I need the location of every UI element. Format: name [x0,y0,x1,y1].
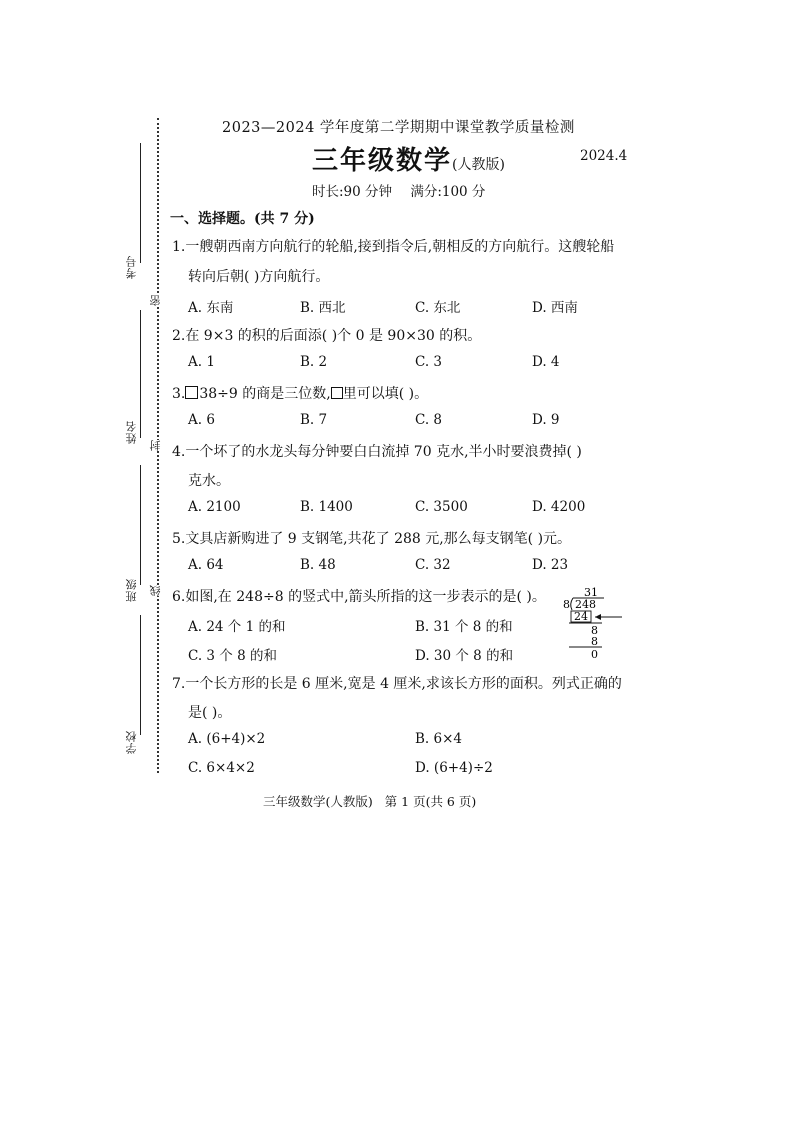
question-4-line1: 4.一个坏了的水龙头每分钟要白白流掉 70 克水,半小时要浪费掉( ) [172,444,582,460]
division-step2: 8 [591,624,598,637]
class-line [140,465,141,585]
option-c[interactable]: C. 32 [415,557,451,573]
division-dividend: 248 [575,598,596,611]
question-6-line1: 6.如图,在 248÷8 的竖式中,箭头所指的这一步表示的是( )。 [172,589,546,605]
section-title: 一、选择题。(共 7 分) [170,211,315,227]
option-d[interactable]: D. 30 个 8 的和 [415,648,514,664]
option-b[interactable]: B. 7 [300,412,328,428]
option-b[interactable]: B. 西北 [300,300,346,316]
class-label: 班级 [125,578,138,602]
blank-box-icon [331,387,343,399]
option-b[interactable]: B. 6×4 [415,731,462,747]
option-b[interactable]: B. 2 [300,354,328,370]
question-7-line2: 是( )。 [188,705,232,721]
name-line [140,310,141,438]
arrow-head-icon [595,614,601,620]
exam-number-line [140,143,141,263]
option-c[interactable]: C. 3 个 8 的和 [188,648,277,664]
option-b[interactable]: B. 1400 [300,499,353,515]
option-d[interactable]: D. 23 [532,557,569,573]
question-1-line2: 转向后朝( )方向航行。 [188,269,330,285]
option-a[interactable]: A. 东南 [188,300,234,316]
exam-title: 2023—2024 学年度第二学期期中课堂教学质量检测 [222,120,575,136]
option-a[interactable]: A. 1 [188,354,215,370]
option-d[interactable]: D. (6+4)÷2 [415,760,493,776]
division-bracket [571,598,573,610]
option-a[interactable]: A. 64 [188,557,224,573]
school-label: 学校 [125,730,138,754]
seal-char-feng: 封 [149,440,162,451]
school-line [140,615,141,735]
division-quotient: 31 [584,587,598,599]
option-b[interactable]: B. 31 个 8 的和 [415,619,513,635]
subject-title: 三年级数学 [312,146,453,176]
seal-char-mi: 密 [149,295,162,306]
name-label: 姓名 [125,420,138,444]
question-3-text-a: 38÷9 的商是三位数, [199,386,331,402]
edition-label: (人教版) [452,157,505,173]
question-7-line1: 7.一个长方形的长是 6 厘米,宽是 4 厘米,求该长方形的面积。列式正确的 [172,676,622,692]
question-3-line1 [172,383,428,403]
division-remainder: 0 [591,648,598,661]
long-division-figure [560,587,630,662]
option-c[interactable]: C. 3 [415,354,443,370]
question-3-text-b: 里可以填( )。 [342,386,429,402]
option-c[interactable]: C. 3500 [415,499,468,515]
duration-text: 时长:90 分钟 [312,184,393,200]
exam-meta [312,180,499,200]
option-d[interactable]: D. 4200 [532,499,586,515]
question-5-line1: 5.文具店新购进了 9 支钢笔,共花了 288 元,那么每支钢笔( )元。 [172,531,572,547]
option-a[interactable]: A. 2100 [188,499,241,515]
option-b[interactable]: B. 48 [300,557,336,573]
option-a[interactable]: A. (6+4)×2 [188,731,266,747]
option-c[interactable]: C. 东北 [415,300,461,316]
page-footer: 三年级数学(人教版) 第 1 页(共 6 页) [263,794,477,809]
seal-char-xian: 线 [149,585,162,596]
division-divisor: 8 [563,598,570,611]
page-title [312,140,505,177]
exam-date: 2024.4 [580,148,628,164]
option-d[interactable]: D. 4 [532,354,560,370]
question-2-line1: 2.在 9×3 的积的后面添( )个 0 是 90×30 的积。 [172,328,482,344]
option-c[interactable]: C. 8 [415,412,443,428]
question-4-line2: 克水。 [188,473,230,489]
division-step1: 24 [574,610,588,623]
division-step3: 8 [591,635,598,648]
question-3-number: 3. [172,386,186,402]
binding-margin [0,0,170,1123]
option-a[interactable]: A. 24 个 1 的和 [188,619,286,635]
question-1-line1: 1.一艘朝西南方向航行的轮船,接到指令后,朝相反的方向航行。这艘轮船 [172,239,615,255]
blank-box-icon [185,386,198,399]
option-a[interactable]: A. 6 [188,412,215,428]
option-d[interactable]: D. 9 [532,412,560,428]
option-d[interactable]: D. 西南 [532,300,578,316]
exam-number-label: 考号 [125,255,138,279]
full-score-text: 满分:100 分 [410,184,486,200]
option-c[interactable]: C. 6×4×2 [188,760,255,776]
